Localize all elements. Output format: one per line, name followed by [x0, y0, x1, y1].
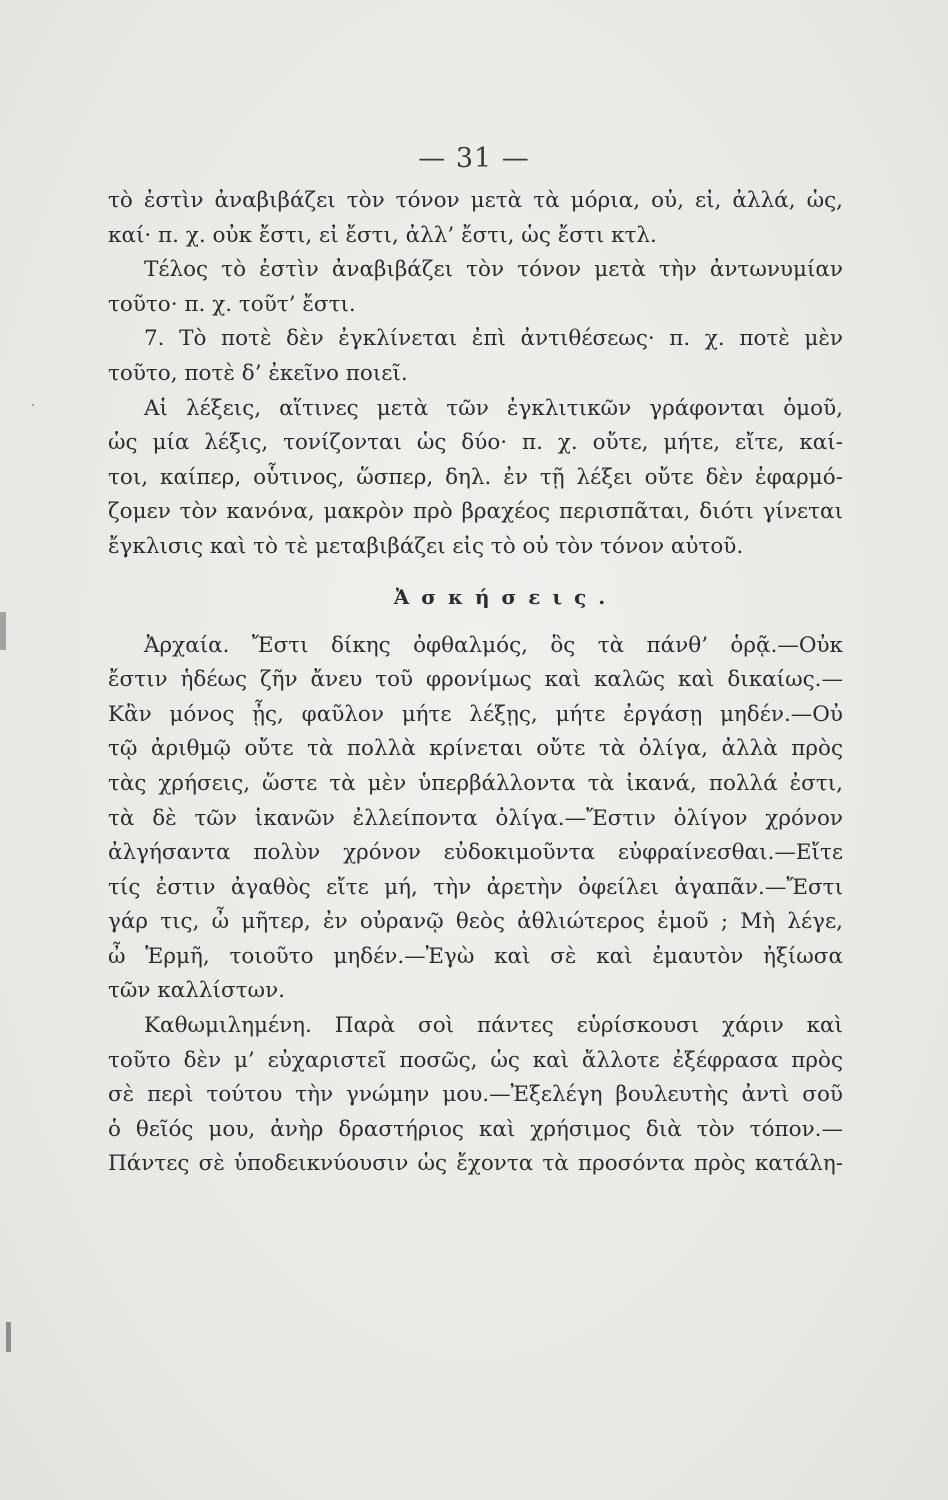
section-heading: Ἀσκήσεις.: [393, 584, 618, 609]
text-line: Αἱ λέξεις, αἵτινες μετὰ τῶν ἐγκλιτικῶν γράφονται ὁμοῦ,: [144, 395, 843, 421]
text-line: ὡς μία λέξις, τονίζονται ὡς δύο· π. χ. οὔτε, μήτε, εἴτε, καί-: [108, 430, 843, 456]
exercise-line: τῶν καλλίστων.: [108, 978, 285, 1004]
text-line: 7. Τὸ ποτὲ δὲν ἐγκλίνεται ἐπὶ ἀντιθέσεως· π. χ. ποτὲ μὲν: [144, 326, 843, 352]
text-line: τοῦτο· π. χ. τοῦτ’ ἔστι.: [108, 291, 356, 317]
exercise-line: ὦ Ἑρμῆ, τοιοῦτο μηδέν.—Ἐγὼ καὶ σὲ καὶ ἐμαυτὸν ἠξίωσα: [108, 943, 843, 969]
exercise-line: ἀλγήσαντα πολὺν χρόνον εὐδοκιμοῦντα εὐφραίνεσθαι.—Εἴτε: [108, 840, 843, 866]
text-line: Τέλος τὸ ἐστὶν ἀναβιβάζει τὸν τόνον μετὰ τὴν ἀντωνυμίαν: [144, 257, 843, 283]
exercise-line: Ἀρχαία. Ἔστι δίκης ὀφθαλμός, ὃς τὰ πάνθ’ ὁρᾷ.—Οὐκ: [144, 632, 843, 658]
spoken-exercise-line: ὁ θεῖός μου, ἀνὴρ δραστήριος καὶ χρήσιμος διὰ τὸν τόπον.—: [108, 1116, 843, 1142]
text-line: τοῦτο, ποτὲ δ’ ἐκεῖνο ποιεῖ.: [108, 360, 408, 386]
exercise-line: τῷ ἀριθμῷ οὔτε τὰ πολλὰ κρίνεται οὔτε τὰ ὀλίγα, ἀλλὰ πρὸς: [108, 736, 843, 762]
scan-edge-mark: [6, 1322, 11, 1352]
page-body: [108, 184, 843, 1182]
page-number: — 31 —: [418, 143, 530, 174]
scan-speck: [32, 404, 34, 406]
spoken-exercise-line: σὲ περὶ τούτου τὴν γνώμην μου.—Ἐξελέγη βουλευτὴς ἀντὶ σοῦ: [108, 1082, 843, 1108]
exercise-line: γάρ τις, ὦ μῆτερ, ἐν οὐρανῷ θεὸς ἀθλιώτερος ἐμοῦ ; Μὴ λέγε,: [108, 909, 843, 935]
exercise-line: τὰς χρήσεις, ὥστε τὰ μὲν ὑπερβάλλοντα τὰ ἱκανά, πολλά ἐστι,: [108, 770, 843, 796]
text-line: τὸ ἐστὶν ἀναβιβάζει τὸν τόνον μετὰ τὰ μόρια, οὐ, εἰ, ἀλλά, ὡς,: [108, 188, 843, 213]
spoken-exercise-line: Καθωμιλημένη. Παρὰ σοὶ πάντες εὑρίσκουσι χάριν καὶ: [144, 1013, 843, 1039]
exercise-line: ἔστιν ἡδέως ζῆν ἄνευ τοῦ φρονίμως καὶ καλῶς καὶ δικαίως.—: [108, 667, 843, 693]
spoken-exercise-line: τοῦτο δὲν μ’ εὐχαριστεῖ ποσῶς, ὡς καὶ ἄλλοτε ἐξέφρασα πρὸς: [108, 1047, 843, 1073]
text-line: καί· π. χ. οὐκ ἔστι, εἰ ἔστι, ἀλλ’ ἔστι, ὡς ἔστι κτλ.: [108, 222, 657, 248]
text-line: τοι, καίπερ, οὗτινος, ὥσπερ, δηλ. ἐν τῇ λέξει οὔτε δὲν ἐφαρμό-: [108, 464, 843, 490]
scan-edge-mark: [0, 612, 6, 650]
text-line: ζομεν τὸν κανόνα, μακρὸν πρὸ βραχέος περισπᾶται, διότι γίνεται: [108, 499, 843, 525]
spoken-exercise-line: Πάντες σὲ ὑποδεικνύουσιν ὡς ἔχοντα τὰ προσόντα πρὸς κατάλη-: [108, 1151, 843, 1177]
exercise-line: τίς ἐστιν ἀγαθὸς εἴτε μή, τὴν ἀρετὴν ὀφείλει ἀγαπᾶν.—Ἔστι: [108, 874, 843, 900]
exercise-line: τὰ δὲ τῶν ἱκανῶν ἐλλείποντα ὀλίγα.—Ἔστιν ὀλίγον χρόνον: [108, 805, 843, 831]
exercise-line: Κἂν μόνος ᾖς, φαῦλον μήτε λέξῃς, μήτε ἐργάσῃ μηδέν.—Οὐ: [108, 701, 843, 727]
text-line: ἔγκλισις καὶ τὸ τὲ μεταβιβάζει εἰς τὸ οὐ τὸν τόνον αὐτοῦ.: [108, 533, 744, 559]
